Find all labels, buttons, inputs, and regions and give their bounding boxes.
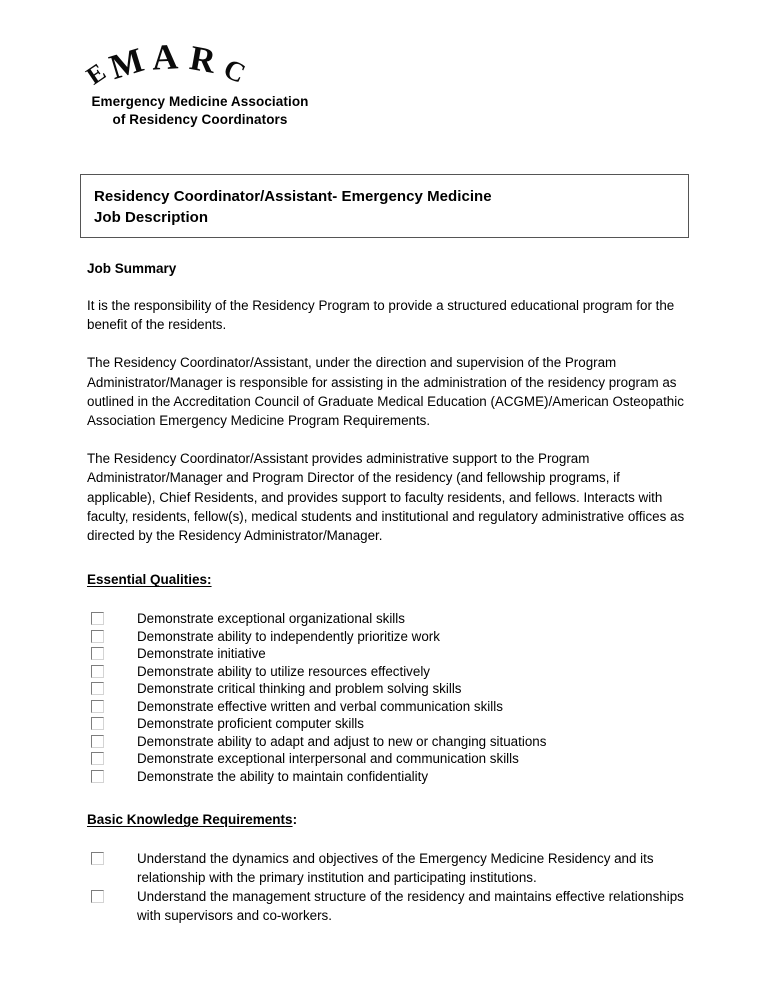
job-summary-paragraph-3: The Residency Coordinator/Assistant provides administrative support to the Program Administrator/Manager and Program Director of the residency (and fellowship programs, if applicable), Chief Residents, and provides support to faculty residents, and fellows. Interacts with faculty, residents, fellow(s), medical students and institutional and regulatory administrative offices as directed by the Residency Administrator/Manager. [87, 451, 685, 544]
checkbox-icon[interactable] [91, 717, 104, 730]
list-item-label: Demonstrate proficient computer skills [137, 716, 364, 732]
logo-letter-m: M [105, 40, 149, 87]
logo-letter-a: A [150, 36, 180, 78]
spacer [87, 588, 687, 610]
page-title: Residency Coordinator/Assistant- Emergency Medicine [94, 188, 492, 205]
basic-knowledge-requirements-heading-text: Basic Knowledge Requirements [87, 812, 293, 828]
checkbox-icon[interactable] [91, 700, 104, 713]
organization-name-line1: Emergency Medicine Association [91, 94, 309, 109]
list-item-label: Understand the dynamics and objectives of the Emergency Medicine Residency and its relationship with the primary institution and participating institutions. [137, 851, 654, 886]
checkbox-icon[interactable] [91, 612, 104, 625]
checkbox-icon[interactable] [91, 735, 104, 748]
list-item-label: Demonstrate ability to adapt and adjust to new or changing situations [137, 733, 547, 749]
list-item[interactable] [87, 680, 687, 698]
list-item[interactable] [87, 645, 687, 663]
checkbox-icon[interactable] [91, 665, 104, 678]
list-item[interactable] [87, 888, 687, 926]
document-title-box [80, 174, 689, 238]
job-summary-heading: Job Summary [87, 261, 177, 276]
list-item[interactable] [87, 698, 687, 716]
list-item[interactable] [87, 628, 687, 646]
list-item[interactable] [87, 663, 687, 681]
job-summary-paragraph-2: The Residency Coordinator/Assistant, under the direction and supervision of the Program Administrator/Manager is responsible for assisting in the administration of the residency program as outlined in the Accreditation Council of Graduate Medical Education (ACGME)/American Osteopathic Association Emergency Medicine Program Requirements. [87, 355, 684, 429]
document-body [87, 260, 687, 925]
spacer [87, 545, 687, 571]
list-item-label: Demonstrate effective written and verbal communication skills [137, 698, 503, 714]
spacer [87, 828, 687, 850]
checkbox-icon[interactable] [91, 647, 104, 660]
list-item[interactable] [87, 850, 687, 888]
list-item[interactable] [87, 610, 687, 628]
checkbox-icon[interactable] [91, 630, 104, 643]
logo-letter-r: R [186, 38, 219, 81]
essential-qualities-list [87, 610, 687, 785]
emarc-logo [81, 36, 268, 94]
logo-letter-c: C [218, 53, 250, 90]
organization-name [60, 93, 340, 129]
checkbox-icon[interactable] [91, 852, 104, 865]
list-item-label: Demonstrate initiative [137, 646, 266, 662]
essential-qualities-heading-text: Essential Qualities: [87, 572, 212, 588]
organization-name-line2: of Residency Coordinators [112, 112, 288, 127]
logo-letter-e: E [81, 58, 111, 91]
list-item-label: Demonstrate the ability to maintain confidentiality [137, 768, 429, 784]
essential-qualities-heading [87, 571, 687, 588]
basic-knowledge-requirements-list [87, 850, 687, 925]
list-item-label: Demonstrate critical thinking and problem solving skills [137, 681, 462, 697]
list-item-label: Demonstrate ability to independently prioritize work [137, 628, 440, 644]
job-summary-paragraph-1: It is the responsibility of the Residency Program to provide a structured educational program for the benefit of the residents. [87, 298, 675, 333]
basic-knowledge-requirements-heading-suffix: : [292, 812, 298, 828]
list-item[interactable] [87, 733, 687, 751]
checkbox-icon[interactable] [91, 682, 104, 695]
list-item-label: Demonstrate exceptional organizational skills [137, 611, 405, 627]
checkbox-icon[interactable] [91, 770, 104, 783]
checkbox-icon[interactable] [91, 890, 104, 903]
spacer [87, 785, 687, 811]
list-item[interactable] [87, 715, 687, 733]
list-item-label: Understand the management structure of the residency and maintains effective relationships with supervisors and co-workers. [137, 888, 684, 923]
checkbox-icon[interactable] [91, 752, 104, 765]
page-subtitle: Job Description [94, 209, 209, 226]
list-item[interactable] [87, 750, 687, 768]
list-item-label: Demonstrate exceptional interpersonal and communication skills [137, 751, 519, 767]
list-item[interactable] [87, 768, 687, 786]
list-item-label: Demonstrate ability to utilize resources effectively [137, 663, 430, 679]
basic-knowledge-requirements-heading [87, 811, 687, 828]
